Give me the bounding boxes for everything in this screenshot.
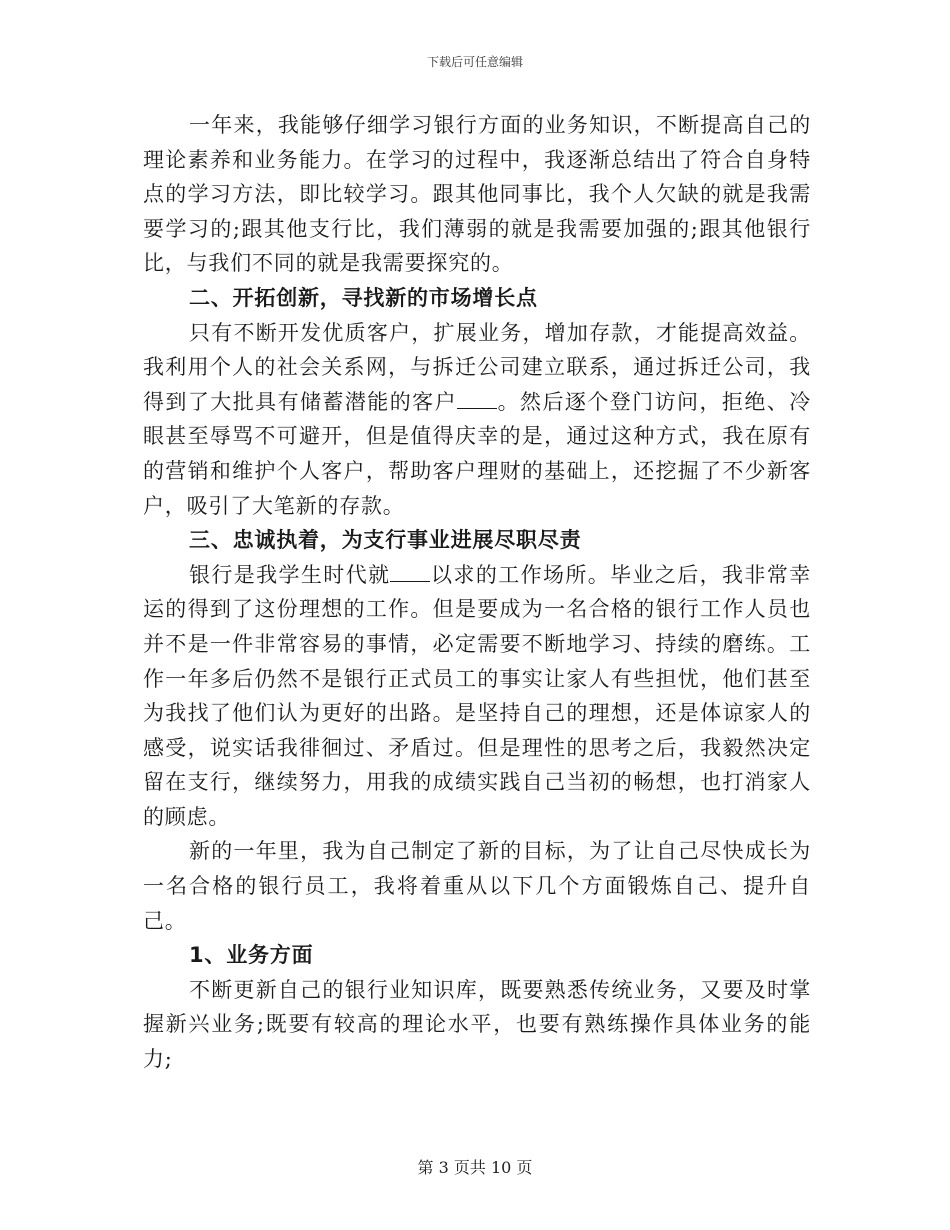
paragraph-customers (143, 316, 811, 524)
paragraph-customers-part2: 。然后逐个登门访问，拒绝、冷眼甚至辱骂不可避开，但是值得庆幸的是，通过这种方式，我在原有的营销和维护个人客户，帮助客户理财的基础上，还挖掘了不少新客户，吸引了大笔新的存款。 (143, 389, 811, 518)
paragraph-career-part1: 银行是我学生时代就 (189, 562, 391, 587)
fill-blank (390, 563, 430, 582)
paragraph-business: 不断更新自己的银行业知识库，既要熟悉传统业务，又要及时掌握新兴业务;既要有较高的理论水平，也要有熟练操作具体业务的能力; (143, 977, 811, 1072)
section-heading-innovation: 二、开拓创新，寻找新的市场增长点 (189, 285, 538, 310)
paragraph-career-part2: 以求的工作场所。毕业之后，我非常幸运的得到了这份理想的工作。但是要成为一名合格的银行工作人员也并不是一件非常容易的事情，必定需要不断地学习、持续的磨练。工作一年多后仍然不是银行正式员工的事实让家人有些担忧，他们甚至为我找了他们认为更好的出路。是坚持自己的理想，还是体谅家人的感受，说实话我徘徊过、矛盾过。但是理性的思考之后，我毅然决定留在支行，继续努力，用我的成绩实践自己当初的畅想，也打消家人的顾虑。 (143, 562, 811, 829)
paragraph-customers-part1: 只有不断开发优质客户，扩展业务，增加存款，才能提高效益。我利用个人的社会关系网，与拆迁公司建立联系，通过拆迁公司，我得到了大批具有储蓄潜能的客户 (143, 320, 811, 414)
header-note: 下载后可任意编辑 (426, 55, 523, 69)
subsection-heading-business: 1、业务方面 (189, 943, 314, 968)
paragraph-career (143, 558, 811, 835)
fill-blank (457, 390, 497, 409)
section-heading-loyalty: 三、忠诚执着，为支行事业进展尽职尽责 (189, 528, 582, 553)
page-footer: 第 3 页共 10 页 (417, 1158, 533, 1177)
paragraph-study: 一年来，我能够仔细学习银行方面的业务知识，不断提高自己的理论素养和业务能力。在学习的过程中，我逐渐总结出了符合自身特点的学习方法，即比较学习。跟其他同事比，我个人欠缺的就是我需要学习的;跟其他支行比，我们薄弱的就是我需要加强的;跟其他银行比，与我们不同的就是我需要探究的。 (143, 113, 811, 276)
paragraph-new-goals: 新的一年里，我为自己制定了新的目标，为了让自己尽快成长为一名合格的银行员工，我将着重从以下几个方面锻炼自己、提升自己。 (143, 839, 811, 933)
document-body (143, 108, 811, 1077)
